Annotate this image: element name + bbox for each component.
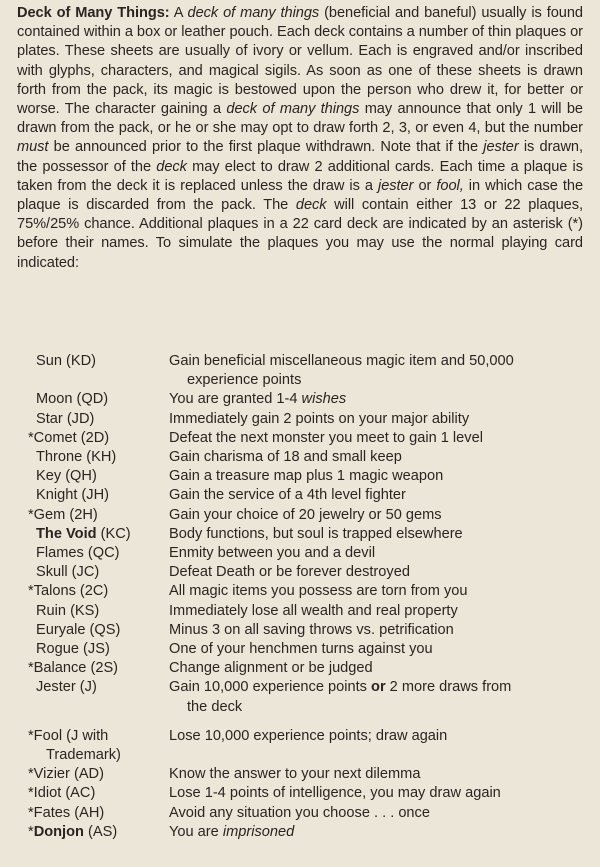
card-effect: Minus 3 on all saving throws vs. petrification bbox=[169, 621, 454, 638]
card-row-comet bbox=[28, 429, 588, 448]
card-row-jester bbox=[28, 678, 588, 716]
card-effect-italic: imprisoned bbox=[222, 823, 295, 840]
card-effect: Defeat Death or be forever destroyed bbox=[169, 564, 410, 581]
card-row-knight bbox=[28, 486, 588, 505]
card-row-throne bbox=[28, 448, 588, 467]
card-row-idiot bbox=[28, 784, 588, 803]
intro-italic: jester bbox=[483, 139, 519, 156]
card-name: *Balance (2S) bbox=[28, 660, 119, 677]
card-name: Flames (QC) bbox=[36, 545, 120, 562]
card-name: Throne (KH) bbox=[36, 449, 117, 466]
card-effect-line: the deck bbox=[187, 698, 243, 715]
card-name bbox=[28, 823, 169, 842]
card-effect: Gain your choice of 20 jewelry or 50 gems bbox=[169, 506, 442, 523]
intro-text: is drawn, the possessor of the bbox=[17, 139, 584, 175]
intro-text: be announced prior to the first plaque withdrawn. Note that if the bbox=[48, 139, 484, 156]
intro-text: may announce that only 1 will be drawn from the pack, or he or she may opt to draw forth 2, 3, or even 4, but the number bbox=[17, 101, 583, 137]
card-effect: Avoid any situation you choose . . . once bbox=[169, 804, 430, 821]
card-effect-line: Gain beneficial miscellaneous magic item and 50,000 bbox=[169, 353, 514, 369]
card-effect: Gain the service of a 4th level fighter bbox=[169, 487, 406, 504]
card-name: Rogue (JS) bbox=[36, 641, 110, 658]
card-name-bold: The Void bbox=[36, 525, 97, 542]
card-name: *Fates (AH) bbox=[28, 804, 105, 821]
card-row-talons bbox=[28, 582, 588, 601]
card-effect-line: experience points bbox=[187, 372, 302, 389]
card-row-donjon bbox=[28, 823, 588, 842]
card-effect: All magic items you possess are torn from you bbox=[169, 583, 468, 600]
card-name bbox=[28, 727, 169, 765]
card-row-fool bbox=[28, 727, 588, 765]
card-effect: Immediately gain 2 points on your major ability bbox=[169, 410, 470, 427]
card-name-line: Trademark) bbox=[46, 747, 121, 764]
intro-italic: fool, bbox=[436, 177, 464, 194]
card-name: *Comet (2D) bbox=[28, 429, 110, 446]
card-name: *Gem (2H) bbox=[28, 506, 98, 523]
card-name: Ruin (KS) bbox=[36, 602, 100, 619]
intro-italic: jester bbox=[378, 177, 414, 194]
intro-italic: deck of many things bbox=[187, 5, 320, 21]
card-effect bbox=[169, 823, 588, 842]
card-name-rest: (AS) bbox=[83, 823, 118, 840]
card-effect: Gain a treasure map plus 1 magic weapon bbox=[169, 468, 444, 485]
card-name bbox=[28, 525, 169, 544]
card-name: *Talons (2C) bbox=[28, 583, 109, 600]
card-row-sun bbox=[28, 352, 588, 390]
card-row-gem bbox=[28, 506, 588, 525]
card-name: Jester (J) bbox=[36, 679, 97, 696]
card-row-moon bbox=[28, 390, 588, 409]
intro-italic: deck of many things bbox=[226, 101, 360, 118]
card-effect: Defeat the next monster you meet to gain 1 level bbox=[169, 429, 483, 446]
card-row-fates bbox=[28, 804, 588, 823]
card-effect: Body functions, but soul is trapped elsewhere bbox=[169, 525, 463, 542]
intro-text: may elect to draw 2 additional cards. Each time a plaque is taken from the deck it is replaced unless the draw is a bbox=[17, 158, 583, 194]
card-effect: Immediately lose all wealth and real property bbox=[169, 602, 458, 619]
card-row-skull bbox=[28, 563, 588, 582]
card-row-vizier bbox=[28, 765, 588, 784]
card-effect bbox=[169, 678, 588, 716]
card-table bbox=[28, 352, 588, 842]
card-effect bbox=[169, 390, 588, 409]
intro-text: or bbox=[413, 177, 437, 194]
card-row-flames bbox=[28, 544, 588, 563]
card-name: Moon (QD) bbox=[36, 391, 109, 408]
card-name-bold: Donjon bbox=[33, 823, 84, 840]
card-effect: Enmity between you and a devil bbox=[169, 545, 376, 562]
intro-text: will contain either 13 or 22 plaques, 75%/25% chance. Additional plaques in a 22 card deck are indicated by an asterisk (*) before their names. To simulate the plaques you may use the normal playing card indicated: bbox=[17, 197, 583, 271]
card-row-rogue bbox=[28, 640, 588, 659]
card-effect-text: You are bbox=[169, 823, 223, 840]
intro-text: in which case the plaque is discarded from the pack. The bbox=[17, 177, 584, 214]
card-effect-text: 2 more draws from bbox=[385, 679, 512, 696]
card-effect: One of your henchmen turns against you bbox=[169, 641, 433, 658]
card-row-key bbox=[28, 467, 588, 486]
card-effect-bold: or bbox=[371, 679, 386, 696]
row-gap bbox=[28, 717, 588, 727]
heading: Deck of Many Things: bbox=[17, 5, 170, 21]
card-name: *Vizier (AD) bbox=[28, 766, 104, 783]
card-row-star bbox=[28, 410, 588, 429]
card-name: *Idiot (AC) bbox=[28, 785, 96, 802]
card-effect: Change alignment or be judged bbox=[169, 660, 373, 677]
card-name-star: * bbox=[28, 823, 34, 840]
card-effect: Know the answer to your next dilemma bbox=[169, 766, 421, 783]
card-name: Knight (JH) bbox=[36, 487, 109, 504]
card-effect: Lose 10,000 experience points; draw again bbox=[169, 727, 448, 744]
intro-italic: deck bbox=[295, 197, 327, 214]
card-effect-text: You are granted 1-4 bbox=[169, 391, 302, 408]
intro-italic: deck bbox=[156, 158, 187, 175]
card-effect-line bbox=[169, 678, 588, 697]
card-row-ruin bbox=[28, 602, 588, 621]
intro-paragraph bbox=[17, 4, 583, 273]
intro-text: (beneficial and baneful) usually is found contained within a box or leather pouch. Each deck contains a number of thin plaques or plates. These sheets are usually of ivory or vellum. Each is engraved and/or inscribed with glyphs, characters, and magical sigils. As soon as one of these sheets is drawn forth from the pack, its magic is bestowed upon the person who drew it, for better or worse. The character gaining a bbox=[17, 5, 583, 118]
card-name: Euryale (QS) bbox=[36, 621, 121, 638]
card-name-line: *Fool (J with bbox=[28, 727, 109, 744]
card-name: Sun (KD) bbox=[36, 353, 97, 369]
card-name: Skull (JC) bbox=[36, 564, 100, 581]
card-row-balance bbox=[28, 659, 588, 678]
intro-text: A bbox=[169, 5, 188, 21]
card-name: Star (JD) bbox=[36, 410, 95, 427]
card-row-euryale bbox=[28, 621, 588, 640]
card-effect-italic: wishes bbox=[301, 391, 347, 408]
card-name-rest: (KC) bbox=[96, 525, 131, 542]
card-row-void bbox=[28, 525, 588, 544]
card-effect: Gain charisma of 18 and small keep bbox=[169, 449, 402, 466]
intro-italic: must bbox=[17, 139, 49, 156]
card-effect bbox=[169, 352, 588, 390]
card-effect: Lose 1-4 points of intelligence, you may draw again bbox=[169, 785, 501, 802]
card-effect-text: Gain 10,000 experience points bbox=[169, 679, 372, 696]
card-name: Key (QH) bbox=[36, 468, 97, 485]
